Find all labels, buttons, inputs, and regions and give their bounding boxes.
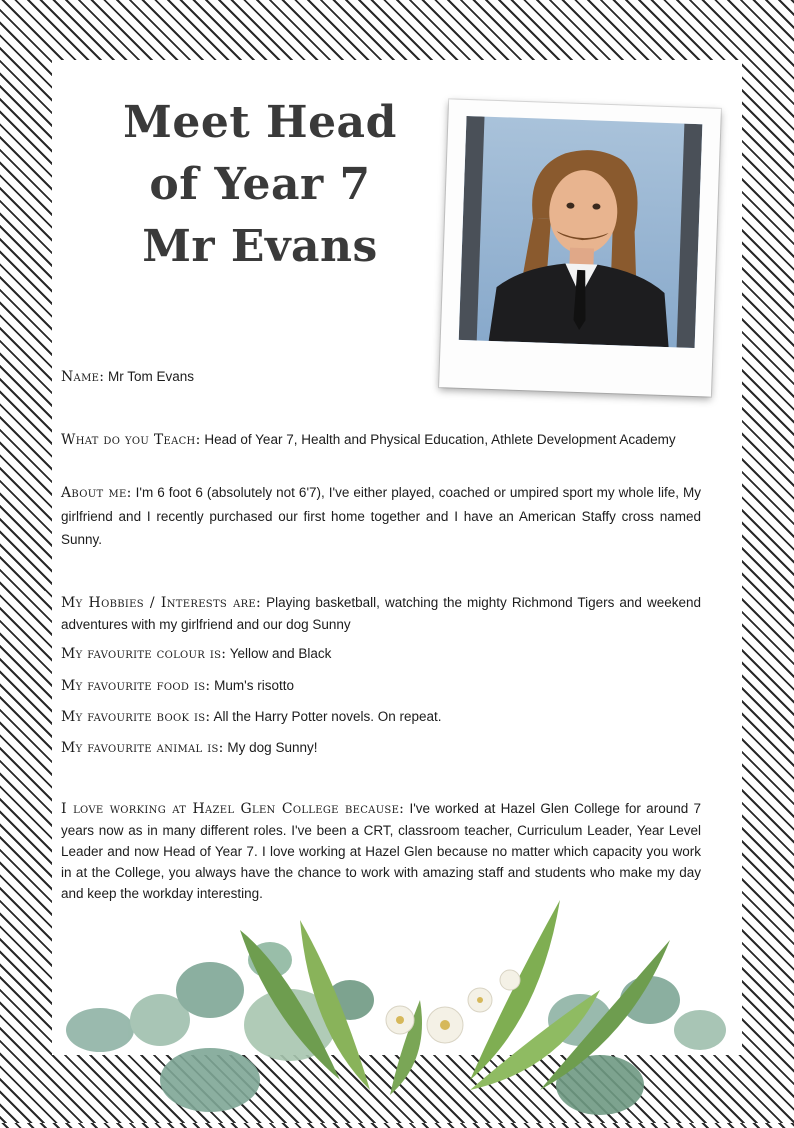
page-title	[90, 92, 430, 278]
title-line-1: Meet Head	[123, 97, 397, 148]
name-value: Mr Tom Evans	[108, 369, 195, 384]
name-label: Name:	[61, 369, 105, 385]
colour-row	[61, 643, 701, 665]
love-label: I love working at Hazel Glen College because:	[61, 801, 405, 817]
food-label: My favourite food is:	[61, 678, 211, 694]
about-value: I'm 6 foot 6 (absolutely not 6'7), I've either played, coached or umpired sport my whole life, My girlfriend and I recently purchased our first home together and I have an American Staffy cross named Sunny.	[61, 485, 701, 547]
title-line-2: of Year 7	[149, 159, 371, 210]
hobbies-value: Playing basketball, watching the mighty Richmond Tigers and weekend adventures with my girlfriend and our dog Sunny	[61, 595, 701, 632]
love-value: I've worked at Hazel Glen College for around 7 years now as in many different roles. I've been a CRT, classroom teacher, Curriculum Leader, Year Level Leader and now Head of Year 7. I love working at Hazel Glen because no matter which capacity you work in at the College, you always have the chance to work with amazing staff and students who make my day and keep the workday interesting.	[61, 801, 701, 901]
leaf-illustration	[40, 880, 770, 1123]
hobbies-row	[61, 592, 701, 635]
animal-row	[61, 737, 701, 759]
polaroid-frame	[439, 99, 721, 396]
book-row	[61, 706, 701, 728]
book-value: All the Harry Potter novels. On repeat.	[213, 709, 442, 724]
teach-label: What do you Teach:	[61, 432, 201, 448]
title-line-3: Mr Evans	[142, 221, 378, 272]
animal-label: My favourite animal is:	[61, 740, 224, 756]
eucalyptus-decoration	[40, 880, 770, 1123]
animal-value: My dog Sunny!	[227, 740, 318, 755]
colour-label: My favourite colour is:	[61, 646, 227, 662]
about-row	[61, 481, 701, 551]
teach-row	[61, 429, 701, 451]
teach-value: Head of Year 7, Health and Physical Education, Athlete Development Academy	[204, 432, 676, 447]
portrait-illustration	[459, 116, 703, 348]
colour-value: Yellow and Black	[229, 646, 332, 661]
book-label: My favourite book is:	[61, 709, 211, 725]
name-row	[61, 366, 701, 388]
about-label: About me:	[61, 485, 132, 501]
hobbies-label: My Hobbies / Interests are:	[61, 595, 262, 611]
teacher-portrait-photo	[459, 116, 703, 348]
food-value: Mum's risotto	[214, 678, 294, 693]
food-row	[61, 675, 701, 697]
